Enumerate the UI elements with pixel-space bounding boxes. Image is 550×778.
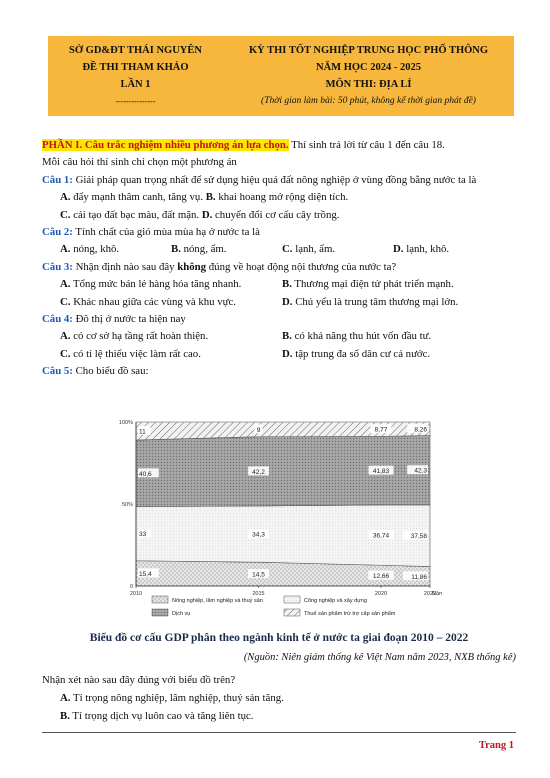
data-label: 11,86 — [411, 573, 427, 581]
data-label: 40,6 — [139, 470, 152, 478]
data-label: 8,77 — [374, 426, 388, 434]
exam-body — [42, 137, 516, 381]
q3-option-c — [60, 294, 282, 311]
q4-a-text: có cơ sở hạ tầng rất hoàn thiện. — [70, 330, 209, 343]
x-tick-label: 2015 — [252, 591, 265, 597]
q2-b-key: B. — [171, 243, 181, 256]
q2-a-text: nóng, khô. — [70, 243, 120, 256]
question-5 — [42, 363, 516, 380]
header-left — [48, 36, 223, 116]
q5-option-b — [42, 707, 516, 725]
q2-text: Tính chất của gió mùa mùa hạ ở nước ta là — [72, 226, 260, 239]
q4-d-key: D. — [282, 347, 293, 360]
q3-text-pre: Nhận định nào sau đây — [72, 260, 178, 273]
legend-label: Công nghiệp và xây dựng — [304, 598, 368, 604]
q2-c-text: lạnh, ẩm. — [292, 243, 336, 256]
q3-text-bold: không — [177, 260, 207, 273]
q4-label: Câu 4: — [42, 313, 73, 326]
data-label: 15,4 — [139, 570, 152, 578]
q1-a-text: đẩy mạnh thâm canh, tăng vụ. — [70, 191, 206, 204]
q5-a-text: Tỉ trọng nông nghiệp, lâm nghiệp, thuỷ sản tăng. — [70, 692, 284, 704]
x-tick-label: 2022 — [423, 591, 437, 597]
time-note: (Thời gian làm bài: 50 phút, không kể thời gian phát đề) — [261, 96, 476, 106]
q3-b-text: Thương mại điện tử phát triển mạnh. — [291, 278, 454, 291]
data-label: 8,26 — [414, 426, 427, 434]
y-tick-label: 50% — [121, 502, 133, 508]
data-label: 9 — [256, 426, 261, 434]
q2-option-a — [60, 241, 171, 258]
q4-text: Đô thị ở nước ta hiện nay — [72, 313, 186, 326]
legend-label: Dịch vụ — [172, 611, 191, 617]
data-label: 41,83 — [372, 468, 390, 476]
q3-a-key: A. — [60, 278, 71, 291]
q3-c-text: Khác nhau giữa các vùng và khu vực. — [70, 295, 237, 308]
data-label: 12,66 — [372, 573, 390, 581]
q2-b-text: nóng, ẩm. — [180, 243, 227, 256]
data-label: 42,2 — [252, 468, 265, 476]
q2-option-d — [393, 241, 504, 258]
x-unit-label: Năm — [432, 591, 442, 597]
q1-d-text: chuyển đổi cơ cấu cây trồng. — [212, 208, 340, 221]
q5-b-key: B. — [60, 710, 70, 722]
q1-b-key: B. — [205, 191, 216, 204]
q5-text: Cho biểu đồ sau: — [72, 365, 149, 378]
q2-label: Câu 2: — [42, 226, 73, 239]
exam-round: LẦN 1 — [120, 79, 151, 90]
q2-d-text: lạnh, khô. — [403, 243, 450, 256]
q4-b-key: B. — [282, 330, 292, 343]
legend-swatch — [284, 596, 300, 603]
q3-options-ab — [42, 276, 516, 293]
question-4 — [42, 311, 516, 328]
q3-d-text: Chủ yếu là trung tâm thương mại lớn. — [292, 295, 459, 308]
q1-a-key: A. — [60, 191, 71, 204]
q5-question-block — [42, 671, 516, 725]
page-number: Trang 1 — [478, 740, 514, 751]
data-label: 37,58 — [410, 533, 427, 541]
q1-options-ab — [42, 189, 516, 206]
exam-title: KỲ THI TỐT NGHIỆP TRUNG HỌC PHỔ THÔNG — [248, 45, 489, 56]
q3-a-text: Tổng mức bán lẻ hàng hóa tăng nhanh. — [70, 278, 242, 291]
section-intro — [42, 137, 516, 154]
q2-a-key: A. — [60, 243, 71, 256]
q2-c-key: C. — [282, 243, 293, 256]
section-text-2: Mỗi câu hỏi thí sinh chỉ chọn một phương án — [42, 156, 237, 169]
q2-option-c — [282, 241, 393, 258]
department-name: SỞ GD&ĐT THÁI NGUYÊN — [69, 45, 202, 56]
footer-divider — [42, 732, 516, 733]
section-title: PHẦN I. Câu trắc nghiệm nhiều phương án lựa chọn. — [42, 139, 289, 151]
q4-b-text: có khả năng thu hút vốn đầu tư. — [291, 330, 432, 343]
header-divider: --------------- — [115, 97, 156, 106]
q1-text: Giải pháp quan trọng nhất để sử dụng hiệu quả đất nông nghiệp ở vùng đồng bằng nước ta là — [72, 173, 477, 186]
question-1 — [42, 172, 516, 189]
q4-option-c — [60, 346, 282, 363]
q1-c-text: cải tạo đất bạc màu, đất mặn. — [70, 208, 202, 221]
q4-options-ab — [42, 328, 516, 345]
q3-c-key: C. — [60, 295, 71, 308]
school-year: NĂM HỌC 2024 - 2025 — [316, 62, 421, 73]
q4-option-d — [282, 346, 504, 363]
y-tick-label: 0 — [129, 584, 133, 590]
q3-text-post: đúng về hoạt động nội thương của nước ta? — [206, 260, 397, 273]
exam-type: ĐỀ THI THAM KHẢO — [82, 62, 189, 73]
legend-swatch — [284, 609, 300, 616]
x-tick-label: 2020 — [374, 591, 388, 597]
q1-c-key: C. — [60, 208, 71, 221]
legend-label: Nông nghiệp, lâm nghiệp và thuỷ sản — [172, 598, 263, 604]
q3-option-b — [282, 276, 504, 293]
legend-swatch — [152, 609, 168, 616]
q2-options — [42, 241, 516, 258]
q5-question: Nhận xét nào sau đây đúng với biểu đồ trên? — [42, 674, 236, 686]
data-label: 14,5 — [252, 571, 265, 579]
q1-b-text: khai hoang mở rộng diện tích. — [215, 191, 349, 204]
q1-label: Câu 1: — [42, 173, 73, 186]
q4-a-key: A. — [60, 330, 71, 343]
data-label: 36,74 — [372, 532, 390, 540]
chart-svg — [112, 416, 442, 628]
q3-b-key: B. — [282, 278, 292, 291]
q3-option-d — [282, 294, 504, 311]
gdp-structure-chart — [112, 416, 442, 628]
exam-header — [48, 36, 514, 116]
q1-d-key: D. — [201, 208, 213, 221]
x-tick-label: 2010 — [129, 591, 143, 597]
legend-label: Thuế sản phẩm trừ trợ cấp sản phẩm — [304, 611, 396, 617]
q5-a-key: A. — [60, 692, 71, 704]
q3-options-cd — [42, 294, 516, 311]
data-label: 34,3 — [252, 531, 265, 539]
q4-option-b — [282, 328, 504, 345]
header-right — [223, 36, 514, 116]
q3-d-key: D. — [282, 295, 293, 308]
chart-caption: Biểu đồ cơ cấu GDP phân theo ngành kinh tế ở nước ta giai đoạn 2010 – 2022 — [89, 632, 469, 644]
chart-source: (Nguồn: Niên giám thống kê Việt Nam năm 2023, NXB thống kê) — [243, 652, 516, 663]
q5-option-a — [42, 689, 516, 707]
q4-option-a — [60, 328, 282, 345]
q3-label: Câu 3: — [42, 260, 73, 273]
question-3 — [42, 259, 516, 276]
q2-option-b — [171, 241, 282, 258]
question-2 — [42, 224, 516, 241]
data-label: 11 — [139, 428, 146, 436]
q4-d-text: tập trung đa số dân cư cả nước. — [292, 347, 431, 360]
legend-swatch — [152, 596, 168, 603]
q4-options-cd — [42, 346, 516, 363]
subject: MÔN THI: ĐỊA LÍ — [325, 79, 412, 90]
data-label: 33 — [139, 531, 147, 539]
q2-d-key: D. — [393, 243, 404, 256]
section-text: Thí sinh trả lời từ câu 1 đến câu 18. — [288, 139, 445, 151]
q4-c-text: có tỉ lệ thiếu việc làm rất cao. — [70, 347, 201, 360]
q3-option-a — [60, 276, 282, 293]
q5-b-text: Tỉ trọng dịch vụ luôn cao và tăng liên tục. — [69, 710, 254, 722]
q1-options-cd — [42, 207, 516, 224]
data-label: 42,3 — [414, 467, 427, 475]
y-tick-label: 100% — [118, 420, 133, 426]
q4-c-key: C. — [60, 347, 71, 360]
q5-label: Câu 5: — [42, 365, 73, 378]
